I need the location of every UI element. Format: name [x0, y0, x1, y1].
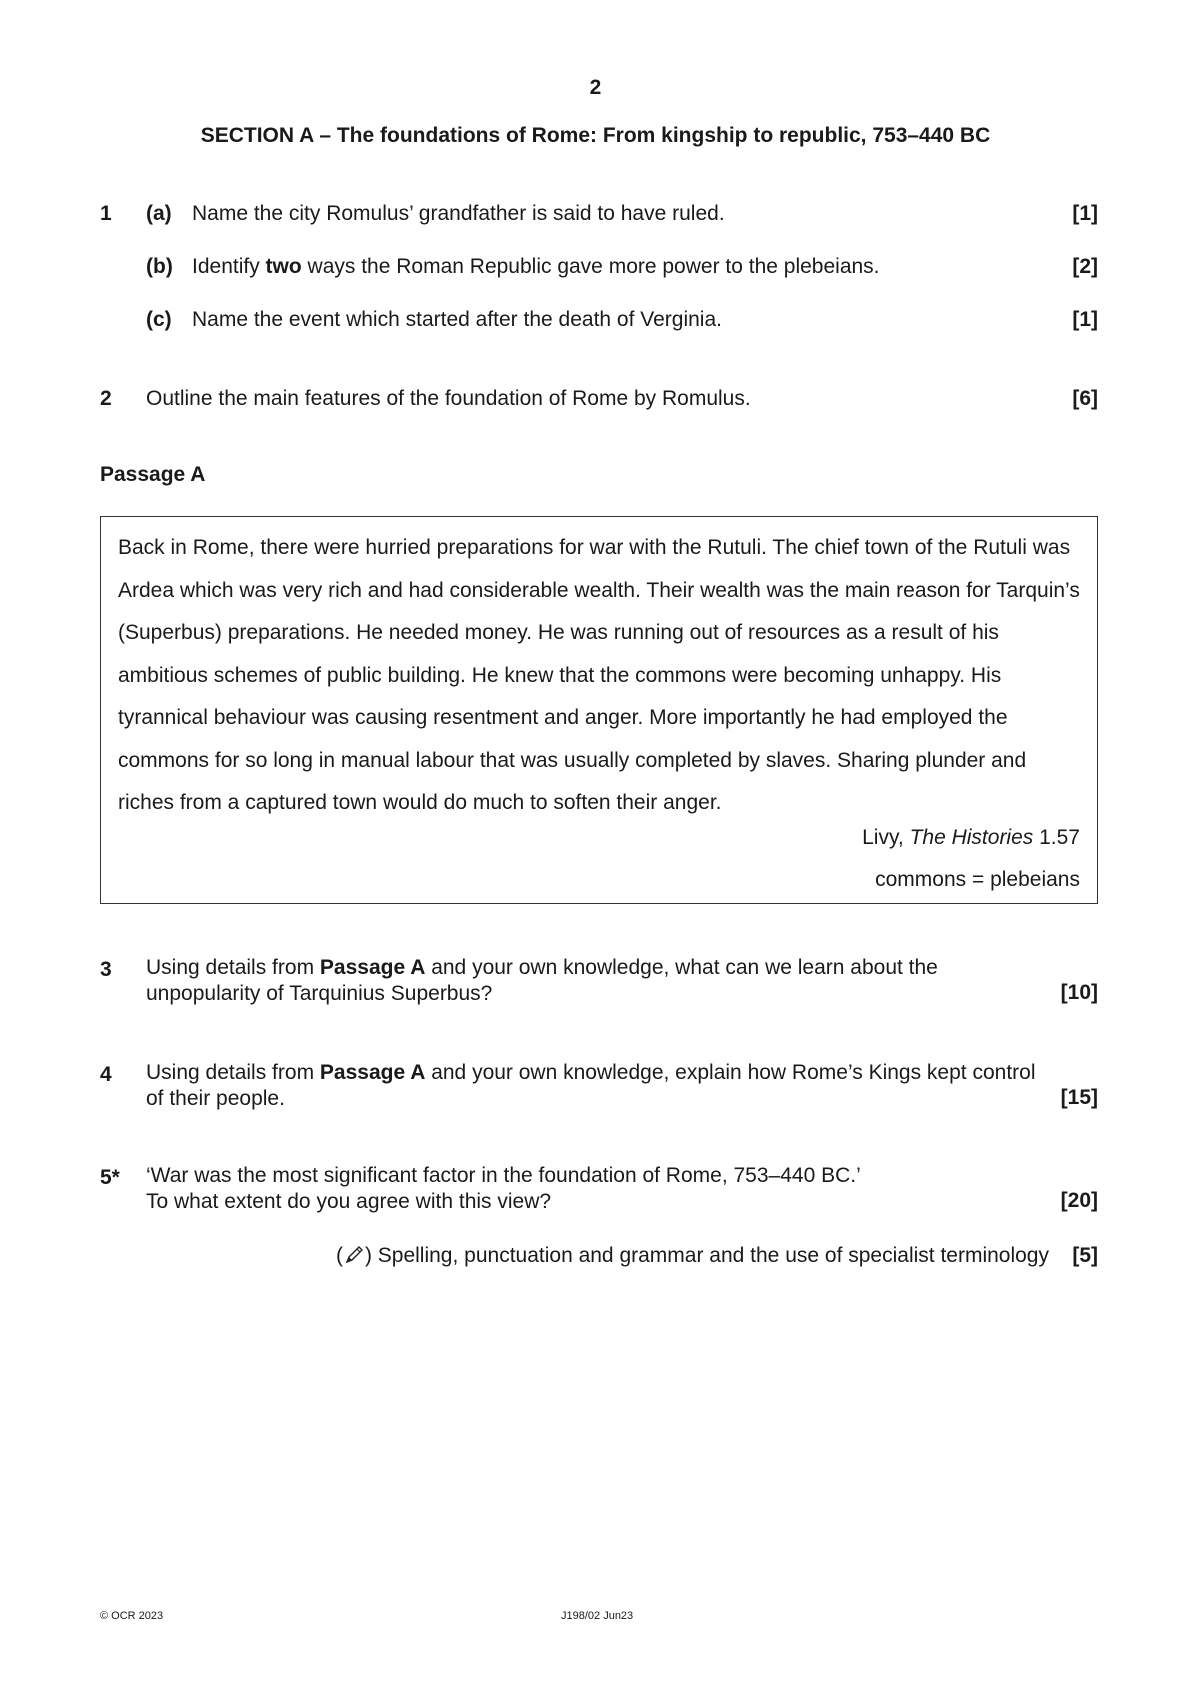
question-number-4: 4	[100, 1063, 112, 1086]
pencil-icon	[343, 1244, 365, 1272]
section-title: SECTION A – The foundations of Rome: From kingship to republic, 753–440 BC	[200, 124, 991, 147]
spag-text: ) Spelling, punctuation and grammar and the use of specialist terminology	[364, 1244, 1049, 1267]
spag-note	[336, 1244, 1049, 1272]
page-number: 2	[589, 76, 602, 99]
question-part-label: (b)	[146, 255, 173, 278]
question-3-text-start: Using details from	[146, 956, 320, 979]
question-number-1: 1	[100, 202, 112, 225]
footer-copyright: © OCR 2023	[100, 1610, 164, 1622]
passage-gloss: commons = plebeians	[875, 868, 1080, 891]
question-1c-text: Name the event which started after the death of Verginia.	[192, 308, 722, 331]
question-part-label: (a)	[146, 202, 172, 225]
question-3-line-2: unpopularity of Tarquinius Superbus?	[146, 982, 493, 1005]
question-4-text	[146, 1060, 1036, 1112]
question-number-3: 3	[100, 958, 112, 981]
question-number-2: 2	[100, 387, 112, 410]
question-number-5: 5*	[100, 1166, 120, 1189]
question-2-marks: [6]	[1072, 387, 1098, 410]
question-4-line-2: of their people.	[146, 1087, 285, 1110]
citation-author: Livy,	[862, 826, 910, 849]
question-4-line-1	[146, 1060, 1036, 1086]
spag-marks: [5]	[1072, 1244, 1098, 1267]
passage-citation	[862, 817, 1080, 859]
question-5-text	[146, 1163, 861, 1215]
question-1b-text-start: Identify	[192, 255, 266, 278]
question-part-label: (c)	[146, 308, 172, 331]
passage-heading: Passage A	[100, 463, 206, 486]
question-1b-marks: [2]	[1072, 255, 1098, 278]
question-5-line-2: To what extent do you agree with this view?	[146, 1190, 552, 1213]
question-4-text-start: Using details from	[146, 1061, 320, 1084]
question-1b-emphasis: two	[265, 255, 302, 278]
question-3-passage-ref: Passage A	[319, 956, 426, 979]
question-1a-text: Name the city Romulus’ grandfather is said to have ruled.	[192, 202, 725, 225]
passage-box	[100, 516, 1098, 904]
question-3-marks: [10]	[1060, 981, 1098, 1004]
passage-body: Back in Rome, there were hurried preparations for war with the Rutuli. The chief town of the Rutuli was Ardea which was very rich and had considerable wealth. Their wealth was the main reason for Tarquin’s (Superbus) preparations. He needed money. He was running out of resources as a result of his ambitious schemes of public building. He knew that the commons were becoming unhappy. His tyrannical behaviour was causing resentment and anger. More importantly he had employed the commons for so long in manual labour that was usually completed by slaves. Sharing plunder and riches from a captured town would do much to soften their anger.	[118, 536, 1080, 814]
question-4-marks: [15]	[1060, 1086, 1098, 1109]
spag-open-paren: (	[335, 1244, 343, 1267]
question-4-passage-ref: Passage A	[319, 1061, 426, 1084]
citation-reference: 1.57	[1033, 826, 1080, 849]
question-5-marks: [20]	[1060, 1189, 1098, 1212]
question-3-text	[146, 955, 938, 1007]
question-1c-marks: [1]	[1072, 308, 1098, 331]
question-1b-text-end: ways the Roman Republic gave more power to the plebeians.	[301, 255, 880, 278]
question-3-text-end: and your own knowledge, what can we learn about the	[425, 956, 938, 979]
question-2-text: Outline the main features of the foundation of Rome by Romulus.	[146, 387, 751, 410]
question-1a-marks: [1]	[1072, 202, 1098, 225]
question-5-line-1: ‘War was the most significant factor in the foundation of Rome, 753–440 BC.’	[146, 1164, 861, 1187]
citation-work: The Histories	[909, 826, 1034, 849]
question-1b-text	[192, 255, 880, 279]
question-3-line-1	[146, 955, 938, 981]
footer-paper-code: J198/02 Jun23	[561, 1610, 634, 1622]
question-4-text-end: and your own knowledge, explain how Rome’s Kings kept control	[425, 1061, 1036, 1084]
